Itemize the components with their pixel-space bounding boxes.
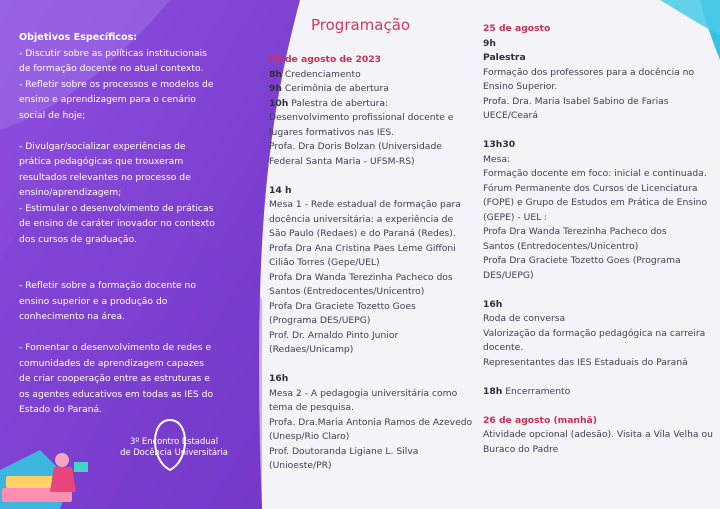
schedule-day-2 [483,22,713,457]
schedule-item-palestra: 10h Palestra de abertura: [269,97,389,109]
day-2-date: 25 de agosto [483,23,551,34]
session-mesa-1: Mesa 1 - Rede estadual de formação para docência universitária: a experiência de São Paulo (Redaes) e do Paraná (Redes). Profa Dra Ana Cristina Paes Leme Giffoni Cilião Torres (Gepe/UEL) Profa Dra Wanda Terezinha Pacheco dos Santos (Entredocentes/Unicentro) Profa Dra Graciete Tozetto Goes (Programa DES/UEPG) Prof. Dr. Arnaldo Pinto Junior (Redaes/Unicamp) [269,199,461,355]
schedule-item-credenciamento: 8h Credenciamento [269,68,361,80]
session-13h30-time: 13h30 [483,139,516,150]
session-16h-time: 16h [269,373,289,384]
session-mesa-2: Mesa 2 - A pedagogia universitária como tema de pesquisa. Profa. Dra.Maria Antonia Ramos de Azevedo (Unesp/Rio Claro) Prof. Doutoranda Ligiane L. Silva (Unioeste/PR) [269,387,473,471]
objectives-panel [19,30,215,418]
schedule-day-1: 24 de agosto de 2023 8h Credenciamento 9h Cerimônia de abertura 10h Palestra de abertura: Desenvolvimento profissional docente e lugares formativos nas IES. Profa. Dra Doris Bolzan (Universidade Federal Santa Maria - UFSM-RS) 14 h Mesa 1 - Rede estadual de formação para docência universitária: a experiência de São Paulo (Redaes) e do Paraná (Redes). Profa Dra Ana Cristina Paes Leme Giffoni Cilião Torres (Gepe/UEL) Profa Dra Wanda Terezinha Pacheco dos Santos (Entredocentes/Unicentro) Profa Dra Graciete Tozetto Goes (Programa DES/UEPG) Prof. Dr. Arnaldo Pinto Junior (Redaes/Unicamp) 16h Mesa 2 - A pedagogia universitária como tema de pesquisa. Profa. Dra.Maria Antonia Ramos de Azevedo (Unesp/Rio Claro) Prof. Doutoranda Ligiane L. Silva (Unioeste/PR) [269,53,461,474]
session-palestra: Formação dos professores para a docência no Ensino Superior. Profa. Dra. Maria Isabel Sabino de Farias UECE/Ceará [483,66,695,121]
objective-6: - Fomentar o desenvolvimento de redes e comunidades de aprendizagem capazes de criar cooperação entre as estruturas e os agentes educativos em todas as IES do Estado do Paraná. [19,342,214,415]
objective-3: - Divulgar/socializar experiências de prática pedagógicas que trouxeram resultados relevantes no processo de ensino/aprendizagem; [19,140,191,198]
schedule-item-abertura: 9h Cerimônia de abertura [269,83,389,94]
session-9h-time: 9h [483,37,496,49]
session-palestra-label: Palestra [483,52,526,63]
event-name: 3º Encontro Estadual de Docência Universitária [120,436,228,457]
session-mesa-day-2: Mesa: Formação docente em foco: inicial e continuada. Fórum Permanente dos Cursos de Licenciatura (FOPE) e Grupo de Estudos em Prática de Ensino (GEPE) - UEL : Profa Dra Wanda Terezinha Pacheco dos Santos (Entredocentes/Unicentro) Profa Dra Graciete Tozetto Goes (Programa DES/UEPG) [483,153,708,281]
objective-4: - Estimular o desenvolvimento de práticas de ensino de caráter inovador no contexto dos cursos de graduação. [19,202,215,245]
objective-5: - Refletir sobre a formação docente no ensino superior e a produção do conhecimento na área. [19,280,196,322]
objectives-heading: Objetivos Específicos: [19,32,138,43]
page-title: Programação [311,16,411,34]
session-14h-time: 14 h [269,184,292,196]
session-16h-day-2-time: 16h [483,298,503,310]
session-roda-de-conversa: Roda de conversa Valorização da formação pedagógica na carreira docente. Representantes das IES Estaduais do Paraná [483,313,706,368]
session-encerramento: 18h Encerramento [483,385,571,397]
day-1-date: 24 de agosto de 2023 [269,54,382,65]
session-atividade-opcional: Atividade opcional (adesão). Visita a Vila Velha ou Buraco do Padre [483,429,713,455]
objective-1: - Discutir sobre as políticas institucionais de formação docente no atual contexto. [19,47,207,74]
objective-2: - Refletir sobre os processos e modelos de ensino e aprendizagem para o cenário social de hoje; [19,78,214,121]
day-3-date: 26 de agosto (manhã) [483,414,597,426]
